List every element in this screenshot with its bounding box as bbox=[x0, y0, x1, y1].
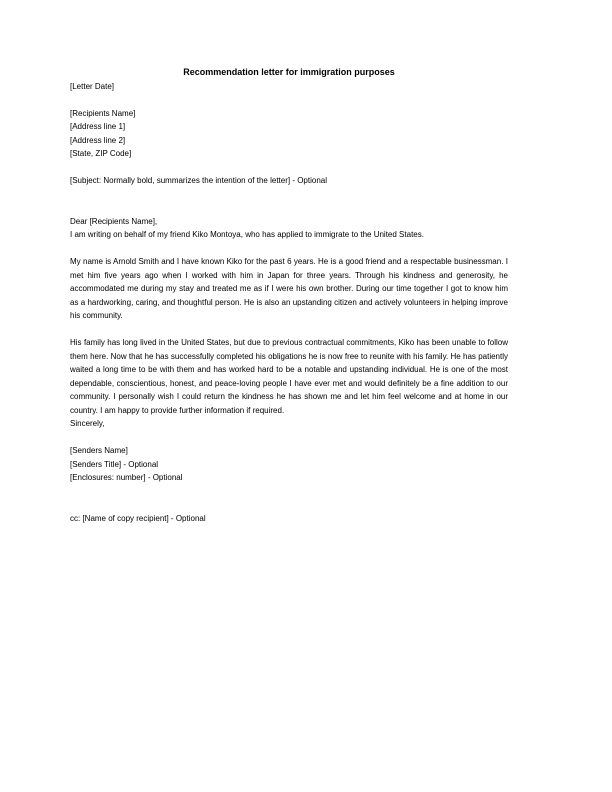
letter-date-placeholder: [Letter Date] bbox=[70, 81, 115, 91]
salutation: Dear [Recipients Name], bbox=[70, 216, 158, 226]
letter-title: Recommendation letter for immigration purposes bbox=[183, 67, 395, 77]
recipient-address-block bbox=[70, 107, 508, 161]
enclosures-placeholder: [Enclosures: number] - Optional bbox=[70, 473, 183, 482]
sender-name-placeholder: [Senders Name] bbox=[70, 446, 128, 455]
body-paragraph-1: My name is Arnold Smith and I have known Kiko for the past 6 years. He is a good friend and a respectable businessman. I met him five years ago when I worked with him in Japan for three years. Through his kindness and generosity, he accommodated me during my stay and treated me as if I were his own brother. During our time together I got to know him as a hardworking, caring, and thoughtful person. He is also an upstanding citizen and actively volunteers in helping improve his community. bbox=[70, 257, 508, 320]
subject-line-placeholder: [Subject: Normally bold, summarizes the intention of the letter] - Optional bbox=[70, 176, 328, 185]
recipient-address-line-1-placeholder: [Address line 1] bbox=[70, 122, 126, 131]
recipient-address-line-2-placeholder: [Address line 2] bbox=[70, 135, 126, 145]
body-paragraph-2: His family has long lived in the United States, but due to previous contractual commitments, Kiko has been unable to follow them here. Now that he has successfully completed his obligations he is now free to reunite with his family. He has patiently waited a long time to be with them and has worked hard to be a notable and upstanding individual. He is one of the most dependable, conscientious, honest, and peace-loving people I have ever met and would definitely be a fine addition to our community. I personally wish I could return the kindness he has shown me and let him feel welcome and at home in our country. I am happy to provide further information if required. bbox=[70, 338, 508, 415]
opening-line: I am writing on behalf of my friend Kiko Montoya, who has applied to immigrate to the United States. bbox=[70, 230, 424, 239]
signature-block bbox=[70, 444, 508, 485]
recipient-name-placeholder: [Recipients Name] bbox=[70, 108, 136, 118]
recipient-state-zip-placeholder: [State, ZIP Code] bbox=[70, 149, 132, 158]
closing: Sincerely, bbox=[70, 419, 105, 428]
body-paragraph-2-block bbox=[70, 336, 508, 431]
salutation-block bbox=[70, 215, 508, 242]
cc-line: cc: [Name of copy recipient] - Optional bbox=[70, 513, 206, 523]
sender-title-placeholder: [Senders Title] - Optional bbox=[70, 459, 159, 469]
